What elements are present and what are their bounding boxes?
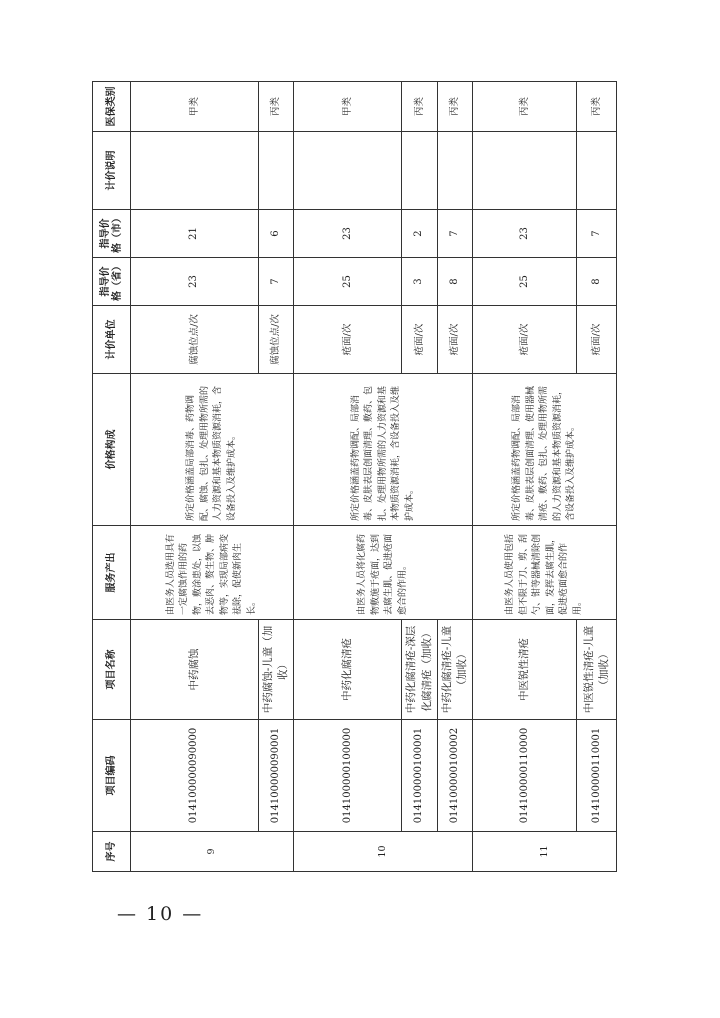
category-cell: 丙类 [473,82,577,132]
code-cell: 014100000090000 [131,720,259,832]
unit-cell: 疮面/次 [437,306,472,374]
header-output: 服务产出 [93,526,131,620]
category-cell: 甲类 [294,82,402,132]
code-cell: 014100000110001 [577,720,617,832]
header-seq: 序号 [93,832,131,872]
output-cell: 由医务人员将化腐药物敷施于疮面，达到去腐生肌、促进疮面愈合的作用。 [294,526,473,620]
price-city-cell: 2 [402,210,437,258]
note-cell [294,132,402,210]
composition-cell: 所定价格涵盖药物调配、局部消毒、皮肤表层创面清理、敷药、包扎、处理用物所需的人力资源和基本物质资源消耗，含设备投入及维护成本。 [294,374,473,526]
price-province-cell: 3 [402,258,437,306]
rotated-table-wrapper [92,82,610,872]
note-cell [473,132,577,210]
code-cell: 014100000100002 [437,720,472,832]
page-number: — 10 — [117,903,204,925]
note-cell [259,132,294,210]
header-note: 计价说明 [93,132,131,210]
output-cell: 由医务人员选用具有一定腐蚀作用的药物，敷涂患处，以蚀去恶肉、赘生物、肿物等，实现局部病变祛除，促使新肉生长。 [131,526,294,620]
price-province-cell: 25 [294,258,402,306]
price-city-cell: 7 [577,210,617,258]
header-unit: 计价单位 [93,306,131,374]
price-province-cell: 23 [131,258,259,306]
price-city-cell: 21 [131,210,259,258]
price-province-cell: 8 [437,258,472,306]
code-cell: 014100000090001 [259,720,294,832]
price-province-cell: 7 [259,258,294,306]
price-city-cell: 23 [473,210,577,258]
note-cell [577,132,617,210]
table-row [473,82,577,872]
unit-cell: 疮面/次 [473,306,577,374]
seq-cell: 9 [131,832,294,872]
unit-cell: 腐蚀位点/次 [131,306,259,374]
category-cell: 丙类 [437,82,472,132]
unit-cell: 疮面/次 [402,306,437,374]
header-category: 医保类别 [93,82,131,132]
seq-cell: 11 [473,832,617,872]
unit-cell: 疮面/次 [294,306,402,374]
note-cell [437,132,472,210]
header-price-city: 指导价格（市） [93,210,131,258]
category-cell: 丙类 [402,82,437,132]
code-cell: 014100000100001 [402,720,437,832]
name-cell: 中药腐蚀 [131,620,259,720]
header-name: 项目名称 [93,620,131,720]
unit-cell: 疮面/次 [577,306,617,374]
price-table [92,81,617,872]
name-cell: 中药化腐清疮-儿童（加收） [437,620,472,720]
output-cell: 由医务人员使用包括但不限于刀、剪、刮勺、钳等器械清除创面，发挥去腐生肌，促进疮面愈合的作用。 [473,526,617,620]
header-row [93,82,131,872]
code-cell: 014100000100000 [294,720,402,832]
composition-cell: 所定价格涵盖局部消毒、药物调配、腐蚀、包扎、处理用物所需的人力资源和基本物质资源消耗，含设备投入及维护成本。 [131,374,294,526]
price-city-cell: 6 [259,210,294,258]
category-cell: 丙类 [259,82,294,132]
header-price-province: 指导价格（省） [93,258,131,306]
table-row [131,82,259,872]
name-cell: 中医锐性清疮 [473,620,577,720]
price-province-cell: 25 [473,258,577,306]
header-composition: 价格构成 [93,374,131,526]
composition-cell: 所定价格涵盖药物调配、局部消毒、皮肤表层创面清理、使用器械清疮、敷药、包扎、处理用物所需的人力资源和基本物质资源消耗，含设备投入及维护成本。 [473,374,617,526]
name-cell: 中药腐蚀-儿童（加收） [259,620,294,720]
code-cell: 014100000110000 [473,720,577,832]
name-cell: 中药化腐清疮-深层化腐清疮（加收） [402,620,437,720]
table-row [294,82,402,872]
price-city-cell: 7 [437,210,472,258]
category-cell: 甲类 [131,82,259,132]
seq-cell: 10 [294,832,473,872]
name-cell: 中医锐性清疮-儿童（加收） [577,620,617,720]
price-city-cell: 23 [294,210,402,258]
header-code: 项目编码 [93,720,131,832]
note-cell [402,132,437,210]
name-cell: 中药化腐清疮 [294,620,402,720]
note-cell [131,132,259,210]
unit-cell: 腐蚀位点/次 [259,306,294,374]
category-cell: 丙类 [577,82,617,132]
price-province-cell: 8 [577,258,617,306]
